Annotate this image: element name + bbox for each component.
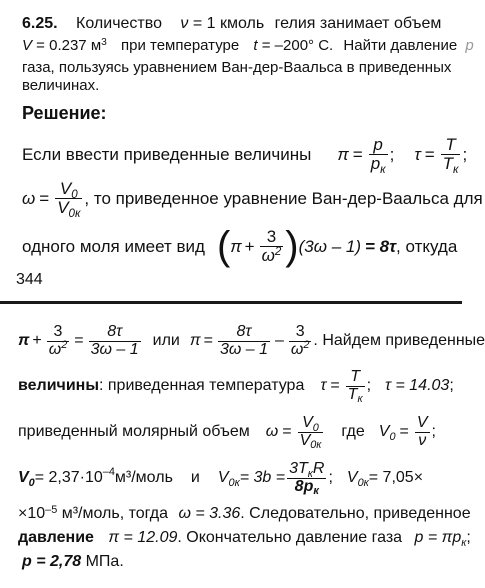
- exponent: 2: [303, 339, 310, 352]
- cont-line-2: [18, 366, 454, 406]
- V-base: V: [346, 469, 358, 486]
- heading-colon: :: [100, 103, 107, 123]
- V0k-value: = 7,05×: [368, 469, 424, 486]
- exponent: 2: [274, 245, 282, 258]
- frac-denominator: 3ω – 1: [90, 340, 139, 358]
- cont-text: м³/моль, тогда: [57, 505, 168, 522]
- expr: p = πp: [414, 529, 462, 546]
- fraction-3-omega2: [289, 324, 312, 359]
- problem-text: Количество: [76, 15, 162, 32]
- solution-text: , откуда: [396, 236, 458, 256]
- cont-text: приведенный молярный объем: [18, 423, 250, 440]
- fraction-3TkR-8pk: [287, 461, 326, 496]
- multiplier: ×10: [18, 505, 46, 522]
- omega-value: ω = 3.36: [178, 505, 241, 522]
- semicolon: ;: [389, 144, 395, 164]
- problem-number: 6.25.: [22, 15, 58, 32]
- omega-symbol: ω: [261, 245, 275, 265]
- V0k-symbol: [217, 469, 240, 489]
- final-expression: [414, 529, 467, 549]
- pressure-symbol: p: [465, 37, 474, 54]
- exponent: 3: [101, 36, 107, 48]
- fraction-V0-V0k: [298, 415, 324, 450]
- cont-line-7: [22, 554, 124, 570]
- fraction-V-nu: [415, 415, 430, 450]
- semicolon: ;: [431, 423, 436, 440]
- equals: =: [352, 144, 363, 164]
- temp-symbol: t: [253, 37, 258, 54]
- semicolon: ;: [466, 529, 471, 546]
- semicolon: ;: [449, 377, 454, 394]
- fraction-T-Tk: [441, 134, 461, 176]
- problem-line-3: газа, пользуясь уравнением Ван-дер-Ваальса в приведенных: [22, 59, 452, 76]
- frac-numerator: 8τ: [218, 324, 270, 342]
- num-R: R: [312, 459, 325, 477]
- exponent: –4: [102, 466, 115, 479]
- or-word: или: [152, 332, 180, 349]
- tau-value: τ = 14.03: [385, 377, 450, 394]
- fraction-3-omega2: [260, 228, 284, 265]
- subscript-k: к: [307, 467, 313, 480]
- frac-denominator: [298, 433, 324, 450]
- equals: =: [203, 332, 213, 349]
- frac-denominator: [47, 339, 70, 359]
- cont-line-5: [18, 503, 471, 522]
- minus: –: [274, 332, 284, 349]
- pi-symbol: π: [230, 236, 242, 256]
- problem-line-4: величинах.: [22, 77, 100, 94]
- V-base: V: [378, 423, 390, 440]
- cont-text: . Следовательно, приведенное: [240, 505, 471, 522]
- cont-text: . Окончательно давление газа: [177, 529, 403, 546]
- subscript-zero: 0: [389, 430, 396, 443]
- nu-unit: кмоль: [220, 15, 265, 32]
- frac-numerator: 3: [289, 324, 312, 342]
- pk-base: p: [370, 153, 381, 173]
- fraction-8tau: [89, 324, 141, 359]
- frac-numerator: [298, 415, 324, 433]
- problem-line-1: [22, 16, 441, 32]
- omega-symbol: ω: [22, 188, 36, 208]
- frac-numerator: 8τ: [89, 324, 141, 342]
- solution-text: одного моля имеет вид: [22, 236, 205, 256]
- frac-numerator: p: [369, 136, 388, 155]
- omega-symbol: ω: [48, 340, 62, 358]
- subscript-k: к: [313, 485, 319, 498]
- Tk-base: T: [442, 153, 454, 173]
- cont-line-6: [18, 529, 471, 549]
- frac-numerator: 3: [47, 324, 70, 342]
- semicolon: ;: [462, 144, 468, 164]
- three-omega-minus-one: (3ω – 1): [298, 236, 361, 256]
- solution-line-3: [22, 224, 457, 268]
- equals: =: [282, 423, 292, 440]
- frac-denominator: [289, 339, 312, 359]
- V0-value: = 2,37·10: [34, 469, 103, 486]
- fraction-3-omega2: [47, 324, 70, 359]
- pi-symbol: π: [18, 332, 30, 349]
- plus: +: [244, 236, 255, 256]
- fraction-p-pk: [369, 134, 388, 176]
- plus: +: [32, 332, 42, 349]
- V-base: V: [57, 197, 69, 217]
- equals: =: [330, 377, 340, 394]
- temp-value: = –200° С.: [257, 37, 334, 54]
- tau-symbol: τ: [414, 144, 421, 164]
- final-result: p = 2,78: [22, 553, 82, 570]
- frac-denominator: [260, 247, 284, 265]
- frac-denominator: [369, 153, 388, 176]
- subscript-k: к: [453, 163, 459, 176]
- fraction-V0-V0k: [55, 178, 82, 220]
- V0-symbol: [18, 469, 35, 489]
- omega-symbol: ω: [265, 423, 279, 440]
- equals-8tau: = 8τ: [364, 236, 397, 256]
- V-base: V: [217, 469, 229, 486]
- problem-line-2: [22, 38, 474, 53]
- equals: =: [74, 332, 84, 349]
- frac-denominator: [346, 387, 365, 404]
- frac-denominator: ν: [418, 431, 427, 449]
- subscript-k: к: [357, 393, 363, 406]
- semicolon: ;: [366, 377, 372, 394]
- V0k-symbol: [346, 469, 369, 489]
- volume-symbol: V: [22, 37, 33, 54]
- subscript-k: к: [461, 536, 467, 549]
- and-word: и: [190, 469, 200, 486]
- three-b: = 3b =: [239, 469, 286, 486]
- nu-symbol: ν: [180, 15, 189, 32]
- solution-line-2: [22, 178, 483, 218]
- pi-symbol: π: [337, 144, 349, 164]
- subscript-zero: 0: [71, 188, 78, 201]
- frac-numerator: [55, 180, 82, 199]
- cont-line-1: [18, 318, 485, 364]
- solution-line-1: [22, 134, 467, 174]
- V-base: V: [299, 431, 311, 449]
- cont-text: : приведенная температура: [98, 377, 305, 394]
- exponent: –5: [45, 503, 58, 516]
- fraction-T-Tk: [346, 369, 365, 404]
- den-8p: 8p: [294, 477, 314, 495]
- unit: м³/моль: [114, 469, 173, 486]
- fraction-8tau: [218, 324, 270, 359]
- cont-line-3: [18, 412, 436, 452]
- cont-text: . Найдем приведенные: [313, 332, 485, 349]
- page-separator: [0, 301, 462, 304]
- V0-symbol: [378, 423, 396, 443]
- problem-text: Найти давление: [343, 37, 458, 54]
- subscript-zero: 0: [312, 421, 319, 434]
- frac-numerator: 3: [260, 228, 284, 247]
- frac-denominator: [287, 479, 326, 496]
- solution-heading: [22, 104, 107, 122]
- problem-text: гелия занимает объем: [274, 15, 442, 32]
- where-word: где: [341, 423, 365, 440]
- problem-text: при температуре: [120, 37, 240, 54]
- unit: МПа.: [81, 553, 124, 570]
- equals: =: [424, 144, 435, 164]
- frac-numerator: T: [441, 136, 461, 155]
- nu-value: = 1: [188, 15, 220, 32]
- frac-numerator: [287, 461, 326, 479]
- equals: =: [39, 188, 50, 208]
- tau-symbol: τ: [320, 377, 327, 394]
- subscript-0k: 0к: [310, 439, 322, 452]
- pi-symbol: π: [189, 332, 201, 349]
- subscript-0k: 0к: [228, 476, 240, 489]
- omega-symbol: ω: [290, 340, 304, 358]
- V-base: V: [18, 469, 29, 486]
- solution-text: Если ввести приведенные величины: [22, 144, 312, 164]
- pi-value: π = 12.09: [108, 529, 178, 546]
- subscript-k: к: [380, 163, 386, 176]
- Tk-base: T: [347, 385, 358, 403]
- semicolon: ;: [328, 469, 333, 486]
- V-base: V: [59, 178, 72, 198]
- equals: =: [399, 423, 409, 440]
- subscript-0k: 0к: [357, 476, 369, 489]
- cont-word: давление: [18, 529, 94, 546]
- page-number: 344: [16, 271, 43, 288]
- subscript-0k: 0к: [68, 207, 81, 220]
- subscript-zero: 0: [28, 476, 35, 489]
- exponent: 2: [61, 339, 68, 352]
- frac-numerator: T: [346, 369, 365, 387]
- heading-text: Решение: [22, 103, 101, 123]
- paren-open: (: [216, 224, 231, 268]
- V-base: V: [302, 413, 313, 431]
- frac-denominator: [55, 197, 82, 220]
- solution-text: , то приведенное уравнение Ван-дер-Ваальса для: [84, 188, 483, 208]
- cont-word: величины: [18, 377, 99, 394]
- frac-denominator: 3ω – 1: [219, 340, 268, 358]
- cont-line-4: [18, 458, 423, 498]
- num-3T: 3T: [289, 459, 308, 477]
- frac-denominator: [441, 153, 461, 176]
- paren-close: ): [285, 224, 299, 268]
- frac-numerator: V: [416, 413, 428, 431]
- volume-value: = 0.237 м: [32, 37, 102, 54]
